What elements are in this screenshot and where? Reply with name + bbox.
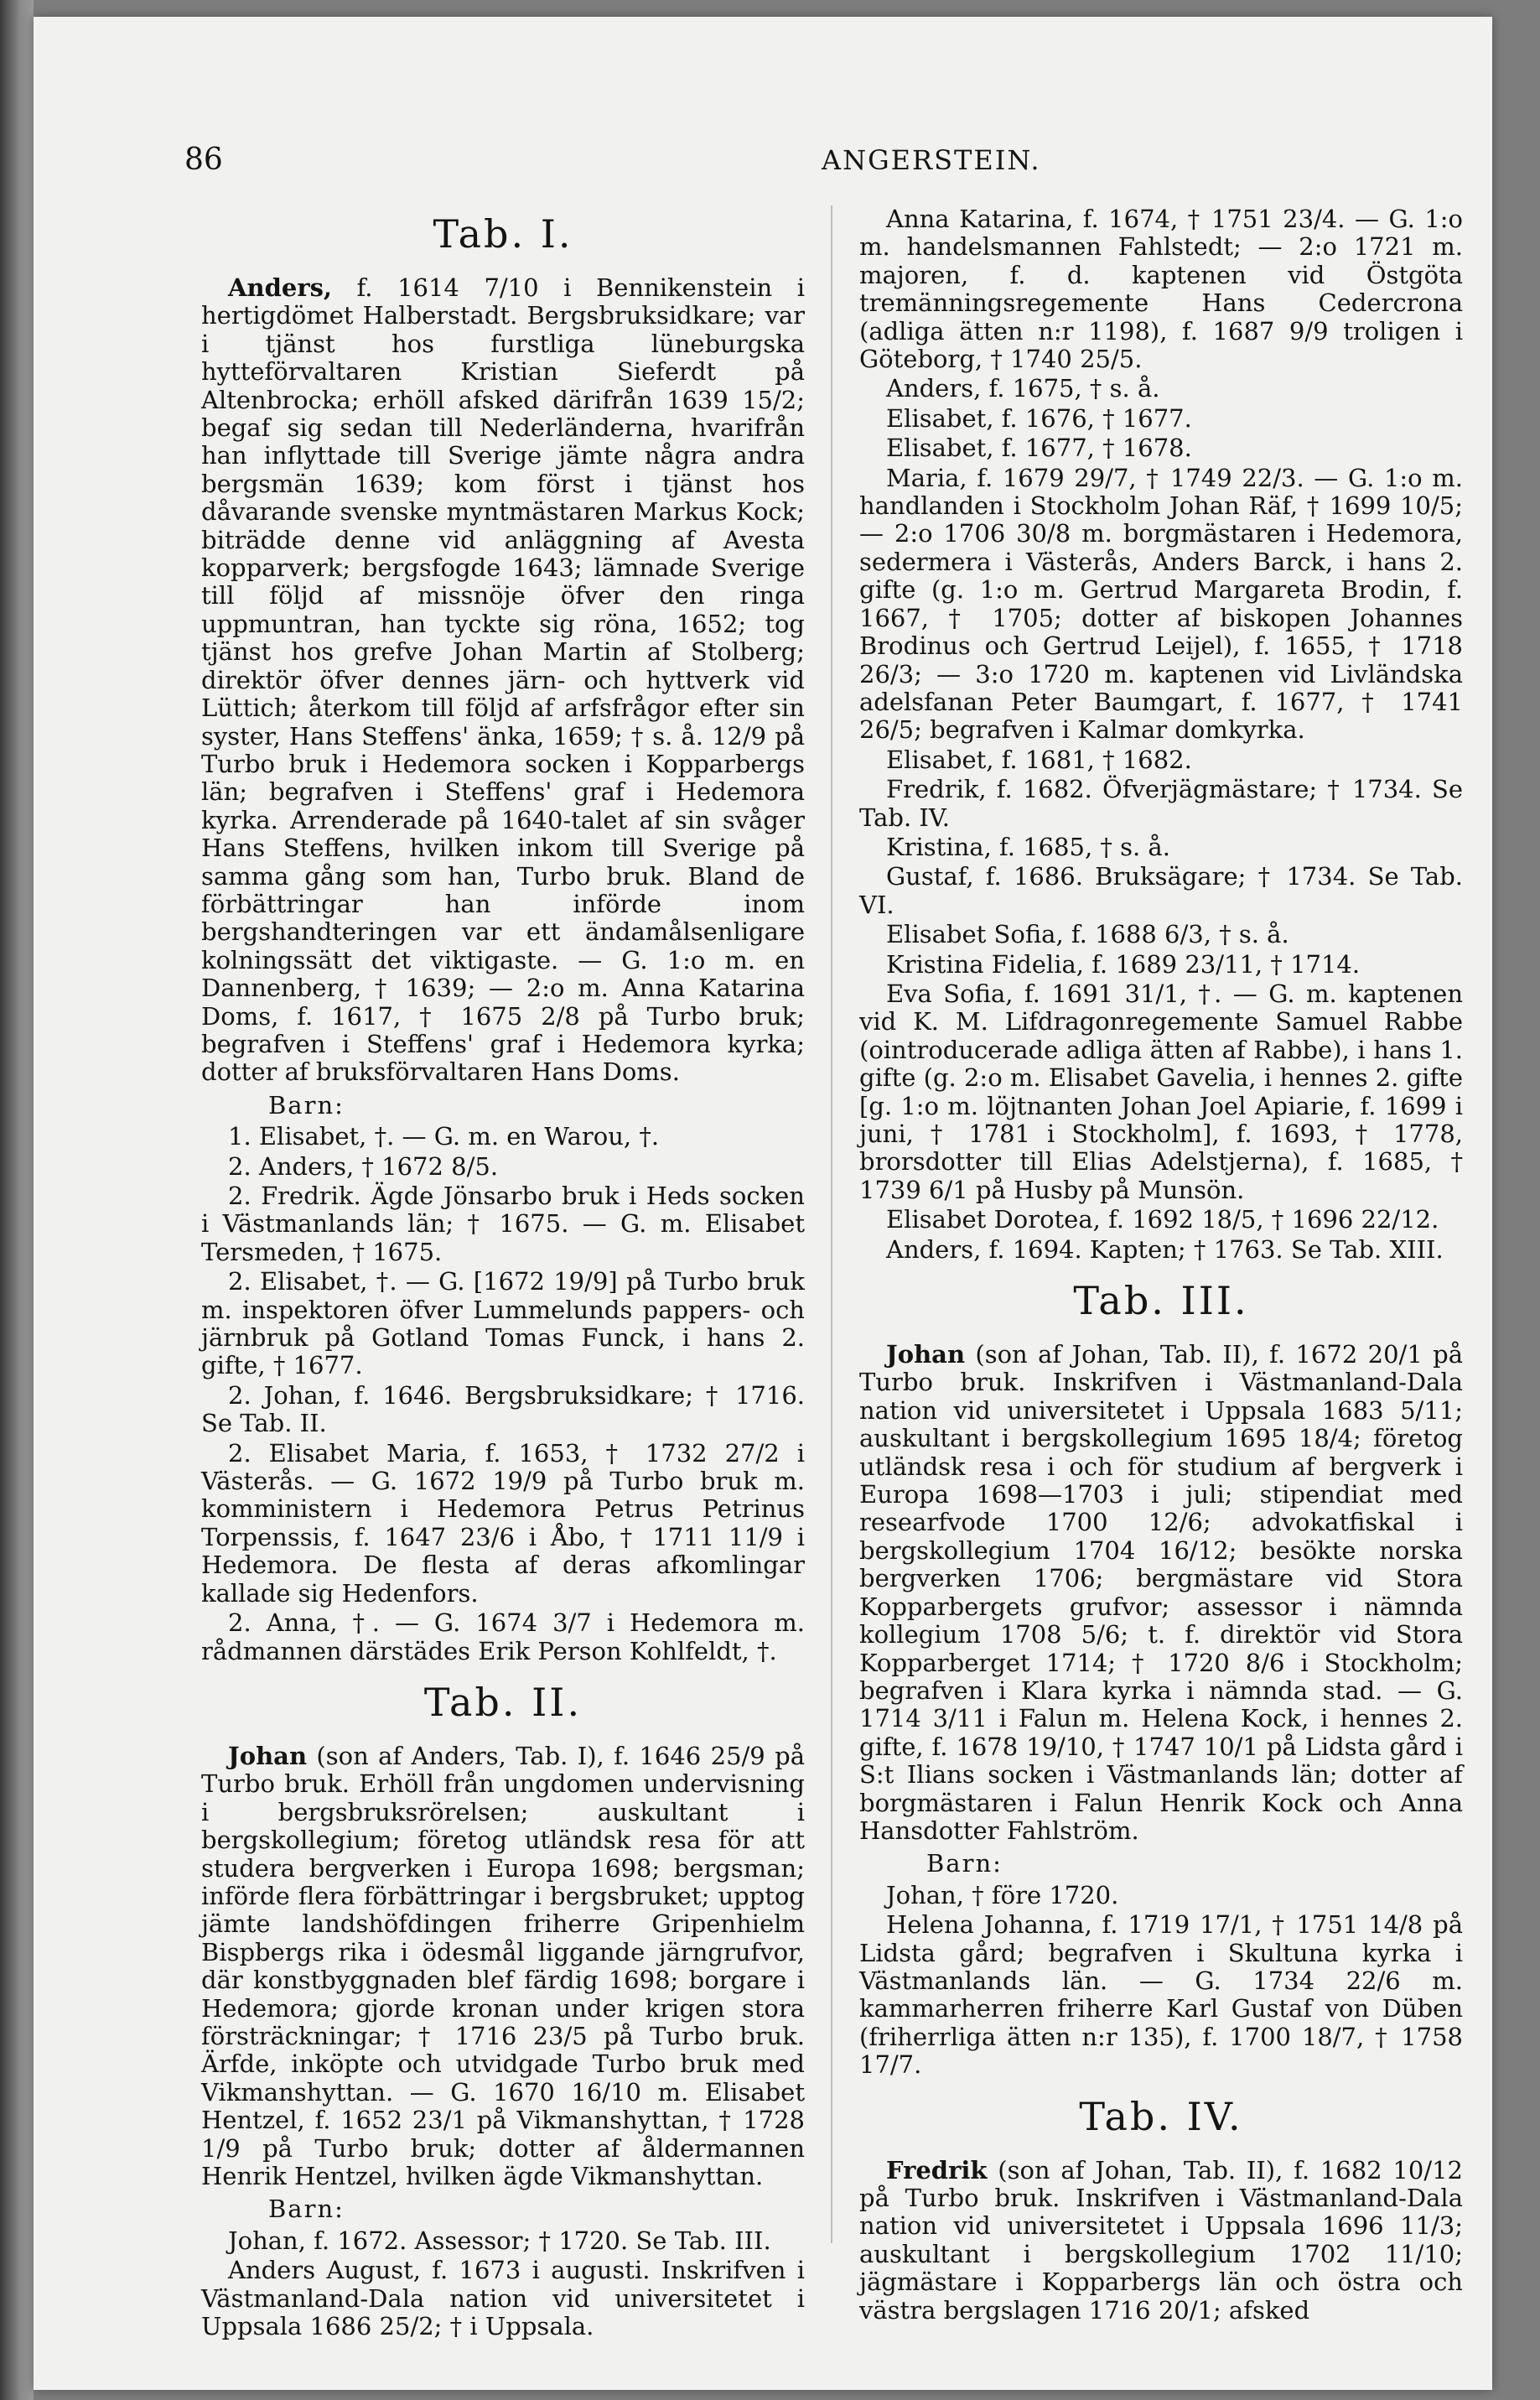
children-label: Barn: — [268, 1090, 345, 1119]
left-column — [201, 205, 805, 2342]
paragraph: Elisabet, f. 1677, † 1678. — [886, 434, 1192, 463]
entry-text: (son af Johan, Tab. II), f. 1682 10/12 på Turbo bruk. Inskrifven i Västmanland-Dala nation vid universitetet i Uppsala 1696 11/3; auskultant i bergskollegium 1702 11/10; jägmästare i Kopparbergs län och östra och västra bergslagen 1716 20/1; afsked — [859, 2155, 1463, 2325]
biography-entry — [859, 1341, 1463, 1845]
column-divider — [831, 205, 832, 2243]
right-column — [859, 205, 1463, 2326]
children-label: Barn: — [268, 2195, 345, 2224]
paragraph: Elisabet Sofia, f. 1688 6/3, † s. å. — [886, 920, 1289, 949]
paragraph: Anna Katarina, f. 1674, † 1751 23/4. — G. 1:o m. handelsmannen Fahlstedt; — 2:o 1721 m. majoren, f. d. kaptenen vid Östgöta tremänningsregemente Hans Cedercrona (adliga ätten n:r 1198), f. 1687 9/9 troligen i Göteborg, † 1740 25/5. — [859, 205, 1463, 374]
running-title: ANGERSTEIN. — [822, 144, 1041, 176]
paragraph: Anders, f. 1675, † s. å. — [886, 374, 1160, 403]
paragraph: Eva Sofia, f. 1691 31/1, †. — G. m. kaptenen vid K. M. Lifdragonregemente Samuel Rabbe (ointroducerade adliga ätten af Rabbe), i hans 1. gifte (g. 2:o m. Elisabet Gavelia, i hennes 2. gifte [g. 1:o m. löjtnanten Johan Joel Apiarie, f. 1699 i juni, † 1781 i Stockholm], f. 1693, † 1778, brorsdotter till Elias Adelstjerna), f. 1685, † 1739 6/1 på Husby på Munsön. — [859, 979, 1463, 1204]
entry-text: (son af Johan, Tab. II), f. 1672 20/1 på Turbo bruk. Inskrifven i Västmanland-Dala nation vid universitetet i Uppsala 1683 5/11; auskultant i bergskollegium 1695 18/4; företog utländsk resa i och för studium af bergverk i Europa 1698—1703 i juli; stipendiat med researfvode 1700 12/6; advokatfiskal i bergskollegium 1704 16/12; besökte norska bergverken 1706; bergmästare vid Stora Kopparbergets grufvor; assessor i nämnda kollegium 1708 5/6; t. f. direktör vid Stora Kopparberget 1714; † 1720 8/6 i Stockholm; begrafven i Klara kyrka i nämnda stad. — G. 1714 3/11 i Falun m. Helena Kock, i hennes 2. gifte, f. 1678 19/10, † 1747 10/1 på Lidsta gård i S:t Ilians socken i Västmanlands län; dotter af borgmästaren i Falun Henrik Kock och Anna Hansdotter Fahlström. — [859, 1340, 1463, 1845]
paragraph: Helena Johanna, f. 1719 17/1, † 1751 14/8 på Lidsta gård; begrafven i Skultuna kyrka i Västmanlands län. — G. 1734 22/6 m. kammarherren friherre Karl Gustaf von Düben (friherrliga ätten n:r 135), f. 1700 18/7, † 1758 17/7. — [859, 1910, 1463, 2080]
table-heading: Tab. IV. — [1079, 2093, 1243, 2139]
paragraph: Anders August, f. 1673 i augusti. Inskrifven i Västmanland-Dala nation vid universitetet i Uppsala 1686 25/2; † i Uppsala. — [201, 2256, 805, 2341]
table-heading: Tab. II. — [423, 1679, 583, 1725]
paragraph: 2. Johan, f. 1646. Bergsbruksidkare; † 1716. Se Tab. II. — [201, 1380, 805, 1438]
entry-name: Fredrik — [886, 2155, 988, 2184]
page-header — [151, 134, 1484, 184]
book-binding — [0, 0, 34, 2400]
paragraph: Gustaf, f. 1686. Bruksägare; † 1734. Se Tab. VI. — [859, 862, 1463, 919]
paragraph: Elisabet, f. 1681, † 1682. — [886, 745, 1192, 774]
table-heading: Tab. I. — [433, 211, 573, 257]
table-heading: Tab. III. — [1073, 1278, 1249, 1324]
paragraph: 2. Elisabet, †. — G. [1672 19/9] på Turbo bruk m. inspektoren öfver Lummelunds pappers- och järnbruk på Gotland Tomas Funck, i hans 2. gifte, † 1677. — [201, 1267, 805, 1380]
paragraph: 1. Elisabet, †. — G. m. en Warou, †. — [228, 1122, 660, 1151]
entry-text: (son af Anders, Tab. I), f. 1646 25/9 på Turbo bruk. Erhöll från ungdomen undervisning i bergsbruksrörelsen; auskultant i bergskollegium; företog utländsk resa för att studera bergverken i Europa 1698; bergsman; införde flera förbättringar i bergsbruket; upptog jämte landshöfdingen friherre Gripenhielm Bispbergs rika i ödesmål liggande järngrufvor, där konstbyggnaden blef färdig 1698; borgare i Hedemora; gjorde kronan under krigen stora försträckningar; † 1716 23/5 på Turbo bruk. Ärfde, inköpte och utvidgade Turbo bruk med Vikmanshyttan. — G. 1670 16/10 m. Elisabet Hentzel, f. 1652 23/1 på Vikmanshyttan, † 1728 1/9 på Turbo bruk; dotter af åldermannen Henrik Hentzel, hvilken ägde Vikmanshyttan. — [201, 1741, 805, 2190]
paragraph: Kristina Fidelia, f. 1689 23/11, † 1714. — [886, 949, 1361, 979]
paragraph: Elisabet, f. 1676, † 1677. — [886, 403, 1192, 433]
paragraph: Johan, † före 1720. — [886, 1880, 1119, 1909]
paragraph: Johan, f. 1672. Assessor; † 1720. Se Tab. III. — [228, 2226, 771, 2255]
children-label: Barn: — [926, 1849, 1003, 1878]
entry-text: f. 1614 7/10 i Bennikenstein i hertigdömet Halberstadt. Bergsbruksidkare; var i tjänst hos furstliga lüneburgska hytteförvaltaren Kristian Sieferdt på Altenbrocka; erhöll afsked därifrån 1639 15/2; begaf sig sedan till Nederländerna, hvarifrån han inflyttade till Sverige jämte några andra bergsmän 1639; kom först i tjänst hos dåvarande svenske myntmästaren Markus Kock; biträdde denne vid anläggning af Avesta kopparverk; bergsfogde 1643; lämnade Sverige till följd af missnöje öfver den ringa uppmuntran, han tyckte sig röna, 1652; tog tjänst hos grefve Johan Martin af Stolberg; direktör öfver dennes järn- och hyttverk vid Lüttich; återkom till följd af arfsfrågor efter sin syster, Hans Steffens' änka, 1659; † s. å. 12/9 på Turbo bruk i Hedemora socken i Kopparbergs län; begrafven i Steffens' graf i Hedemora kyrka. Arrenderade på 1640-talet af sin svåger Hans Steffens, hvilken inkom till Sverige på samma gång som han, Turbo bruk. Bland de förbättringar han införde inom bergshandteringen var ett ändamålsenligare kolningssätt det viktigaste. — G. 1:o m. en Dannenberg, † 1639; — 2:o m. Anna Katarina Doms, f. 1617, † 1675 2/8 på Turbo bruk; begrafven i Steffens' graf i Hedemora kyrka; dotter af bruksförvaltaren Hans Doms. — [201, 273, 805, 1087]
entry-name: Johan — [886, 1340, 966, 1369]
entry-name: Anders, — [228, 273, 333, 302]
paragraph: Elisabet Dorotea, f. 1692 18/5, † 1696 22/12. — [886, 1205, 1439, 1234]
paragraph: 2. Elisabet Maria, f. 1653, † 1732 27/2 i Västerås. — G. 1672 19/9 på Turbo bruk m. komministern i Hedemora Petrus Petrinus Torpenssis, f. 1647 23/6 i Åbo, † 1711 11/9 i Hedemora. De flesta af deras afkomlingar kallade sig Hedenfors. — [201, 1438, 805, 1608]
biography-entry — [201, 1743, 805, 2191]
paragraph: Fredrik, f. 1682. Öfverjägmästare; † 1734. Se Tab. IV. — [859, 775, 1463, 832]
paragraph: 2. Anna, †. — G. 1674 3/7 i Hedemora m. rådmannen därstädes Erik Person Kohlfeldt, †. — [201, 1608, 805, 1665]
page-number: 86 — [184, 143, 223, 177]
paragraph: Anders, f. 1694. Kapten; † 1763. Se Tab. XIII. — [886, 1234, 1444, 1264]
paragraph: Maria, f. 1679 29/7, † 1749 22/3. — G. 1:o m. handlanden i Stockholm Johan Räf, † 1699 10/5; — 2:o 1706 30/8 m. borgmästaren i Hedemora, sedermera i Västerås, Anders Barck, i hans 2. gifte (g. 1:o m. Gertrud Margareta Brodin, f. 1667, † 1705; dotter af biskopen Johannes Brodinus och Gertrud Leijel), f. 1655, † 1718 26/3; — 3:o 1720 m. kaptenen vid Livländska adelsfanan Peter Baumgart, f. 1677, † 1741 26/5; begrafven i Kalmar domkyrka. — [859, 463, 1463, 745]
entry-name: Johan — [228, 1741, 308, 1770]
biography-entry — [201, 274, 805, 1087]
book-page — [34, 17, 1492, 2390]
biography-entry — [859, 2157, 1463, 2325]
paragraph: 2. Fredrik. Ägde Jönsarbo bruk i Heds socken i Västmanlands län; † 1675. — G. m. Elisabet Tersmeden, † 1675. — [201, 1182, 805, 1266]
paragraph: 2. Anders, † 1672 8/5. — [228, 1151, 499, 1181]
paragraph: Kristina, f. 1685, † s. å. — [886, 832, 1170, 861]
